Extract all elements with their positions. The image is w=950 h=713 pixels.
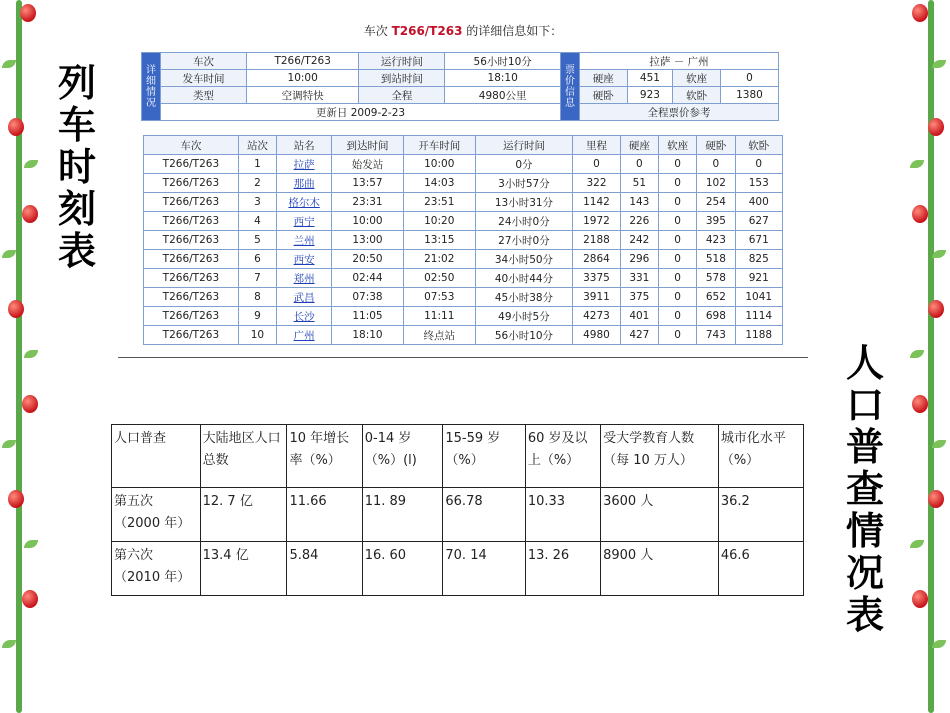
schedule-header: 站次 (238, 136, 276, 155)
schedule-cell: 13:57 (332, 174, 404, 193)
census-cell: 16. 60 (362, 542, 443, 596)
schedule-cell: 18:10 (332, 326, 404, 345)
schedule-cell: 143 (620, 193, 658, 212)
census-header: 15-59 岁（%） (443, 425, 525, 488)
schedule-cell: 296 (620, 250, 658, 269)
detail-section-label: 详细情况 (142, 53, 161, 121)
census-row (112, 542, 804, 596)
heading-train-code: T266/T263 (391, 24, 463, 38)
schedule-cell: 0 (658, 307, 696, 326)
schedule-cell: 6 (238, 250, 276, 269)
schedule-cell: 518 (697, 250, 735, 269)
schedule-cell: 578 (697, 269, 735, 288)
schedule-cell: T266/T263 (144, 231, 239, 250)
census-table (111, 424, 804, 596)
train-heading (118, 22, 808, 39)
census-cell: 10.33 (525, 488, 600, 542)
train-no-value: T266/T263 (246, 53, 358, 70)
census-cell: 13.4 亿 (200, 542, 287, 596)
schedule-cell: 423 (697, 231, 735, 250)
station-link[interactable]: 格尔木 (277, 193, 332, 212)
schedule-cell: 254 (697, 193, 735, 212)
schedule-cell: 27小时0分 (475, 231, 573, 250)
schedule-cell: 5 (238, 231, 276, 250)
schedule-cell: 3911 (573, 288, 620, 307)
schedule-cell: 3小时57分 (475, 174, 573, 193)
census-cell: 12. 7 亿 (200, 488, 287, 542)
schedule-cell: 1 (238, 155, 276, 174)
station-link[interactable]: 武昌 (277, 288, 332, 307)
soft-seat-label: 软座 (673, 70, 721, 87)
station-link[interactable]: 西宁 (277, 212, 332, 231)
schedule-row (144, 307, 783, 326)
station-link[interactable]: 长沙 (277, 307, 332, 326)
schedule-cell: 0分 (475, 155, 573, 174)
schedule-cell: 7 (238, 269, 276, 288)
schedule-cell: 0 (658, 193, 696, 212)
updated-date: 更新日 2009-2-23 (161, 104, 561, 121)
schedule-cell: 427 (620, 326, 658, 345)
census-cell: 3600 人 (601, 488, 719, 542)
schedule-cell: 4273 (573, 307, 620, 326)
census-cell: 66.78 (443, 488, 525, 542)
schedule-row (144, 288, 783, 307)
schedule-cell: 825 (735, 250, 783, 269)
schedule-cell: 45小时38分 (475, 288, 573, 307)
schedule-cell: T266/T263 (144, 307, 239, 326)
train-no-label: 车次 (161, 53, 247, 70)
type-value: 空调特快 (246, 87, 358, 104)
census-cell: 13. 26 (525, 542, 600, 596)
schedule-cell: 20:50 (332, 250, 404, 269)
schedule-cell: 11:11 (403, 307, 475, 326)
schedule-cell: 226 (620, 212, 658, 231)
schedule-header: 运行时间 (475, 136, 573, 155)
schedule-cell: 2 (238, 174, 276, 193)
timetable-side-title: 列车时刻表 (57, 61, 96, 273)
schedule-cell: 375 (620, 288, 658, 307)
schedule-row (144, 231, 783, 250)
schedule-cell: 3 (238, 193, 276, 212)
schedule-cell: T266/T263 (144, 174, 239, 193)
schedule-cell: 1972 (573, 212, 620, 231)
schedule-cell: 0 (658, 250, 696, 269)
price-note: 全程票价参考 (580, 104, 779, 121)
schedule-cell: 07:38 (332, 288, 404, 307)
schedule-cell: 4980 (573, 326, 620, 345)
train-detail-table (141, 52, 779, 121)
schedule-cell: 0 (697, 155, 735, 174)
schedule-row (144, 155, 783, 174)
schedule-cell: 13:15 (403, 231, 475, 250)
station-link[interactable]: 那曲 (277, 174, 332, 193)
schedule-cell: 242 (620, 231, 658, 250)
census-header: 城市化水平（%） (718, 425, 803, 488)
census-header-row (112, 425, 804, 488)
route-value: 拉萨 － 广州 (580, 53, 779, 70)
schedule-cell: 0 (658, 231, 696, 250)
schedule-header: 车次 (144, 136, 239, 155)
soft-seat-price: 0 (720, 70, 778, 87)
schedule-header: 软卧 (735, 136, 783, 155)
schedule-cell: 153 (735, 174, 783, 193)
schedule-header: 软座 (658, 136, 696, 155)
run-time-label: 运行时间 (359, 53, 445, 70)
schedule-header: 硬卧 (697, 136, 735, 155)
schedule-cell: 07:53 (403, 288, 475, 307)
distance-value: 4980公里 (445, 87, 561, 104)
schedule-cell: 终点站 (403, 326, 475, 345)
schedule-cell: 51 (620, 174, 658, 193)
census-header: 受大学教育人数（每 10 万人） (601, 425, 719, 488)
schedule-cell: 1114 (735, 307, 783, 326)
schedule-row (144, 212, 783, 231)
arrive-label: 到站时间 (359, 70, 445, 87)
schedule-cell: 始发站 (332, 155, 404, 174)
schedule-cell: 2864 (573, 250, 620, 269)
schedule-cell: 671 (735, 231, 783, 250)
heading-suffix: 的详细信息如下： (466, 24, 563, 38)
schedule-cell: T266/T263 (144, 250, 239, 269)
census-header: 10 年增长率（%） (287, 425, 362, 488)
station-link[interactable]: 西安 (277, 250, 332, 269)
schedule-cell: 0 (620, 155, 658, 174)
schedule-cell: 1142 (573, 193, 620, 212)
schedule-cell: 395 (697, 212, 735, 231)
census-header: 人口普查 (112, 425, 201, 488)
station-link[interactable]: 广州 (277, 326, 332, 345)
schedule-row (144, 269, 783, 288)
schedule-cell: 0 (658, 212, 696, 231)
schedule-cell: 13小时31分 (475, 193, 573, 212)
schedule-cell: 102 (697, 174, 735, 193)
schedule-cell: 23:31 (332, 193, 404, 212)
schedule-header: 硬座 (620, 136, 658, 155)
schedule-cell: T266/T263 (144, 193, 239, 212)
distance-label: 全程 (359, 87, 445, 104)
schedule-cell: 2188 (573, 231, 620, 250)
schedule-cell: 0 (573, 155, 620, 174)
depart-value: 10:00 (246, 70, 358, 87)
schedule-cell: T266/T263 (144, 326, 239, 345)
schedule-cell: 401 (620, 307, 658, 326)
census-row (112, 488, 804, 542)
schedule-cell: 627 (735, 212, 783, 231)
arrive-value: 18:10 (445, 70, 561, 87)
schedule-row (144, 326, 783, 345)
census-cell: 第六次（2010 年） (112, 542, 201, 596)
schedule-header: 到达时间 (332, 136, 404, 155)
run-time-value: 56小时10分 (445, 53, 561, 70)
census-cell: 11. 89 (362, 488, 443, 542)
schedule-cell: 49小时5分 (475, 307, 573, 326)
depart-label: 发车时间 (161, 70, 247, 87)
census-side-title: 人口普查情况表 (845, 341, 884, 637)
schedule-row (144, 250, 783, 269)
train-detail-panel (118, 22, 808, 357)
schedule-cell: 10:00 (332, 212, 404, 231)
schedule-cell: 10 (238, 326, 276, 345)
schedule-row (144, 174, 783, 193)
census-cell: 第五次（2000 年） (112, 488, 201, 542)
schedule-cell: 40小时44分 (475, 269, 573, 288)
schedule-cell: 652 (697, 288, 735, 307)
schedule-cell: 10:00 (403, 155, 475, 174)
right-vine-decoration (908, 0, 950, 713)
schedule-cell: 698 (697, 307, 735, 326)
schedule-cell: 400 (735, 193, 783, 212)
panel-divider (118, 357, 808, 358)
schedule-cell: 0 (658, 288, 696, 307)
schedule-cell: 4 (238, 212, 276, 231)
schedule-row (144, 193, 783, 212)
schedule-cell: 34小时50分 (475, 250, 573, 269)
soft-sleeper-label: 软卧 (673, 87, 721, 104)
schedule-cell: 8 (238, 288, 276, 307)
schedule-cell: T266/T263 (144, 269, 239, 288)
census-header: 大陆地区人口总数 (200, 425, 287, 488)
heading-prefix: 车次 (363, 24, 388, 38)
schedule-cell: 11:05 (332, 307, 404, 326)
hard-seat-price: 451 (627, 70, 673, 87)
census-cell: 70. 14 (443, 542, 525, 596)
schedule-cell: 921 (735, 269, 783, 288)
census-header: 60 岁及以上（%） (525, 425, 600, 488)
schedule-table (143, 135, 783, 345)
schedule-cell: 0 (658, 155, 696, 174)
schedule-cell: 13:00 (332, 231, 404, 250)
schedule-cell: 14:03 (403, 174, 475, 193)
census-cell: 11.66 (287, 488, 362, 542)
schedule-cell: 322 (573, 174, 620, 193)
schedule-cell: 24小时0分 (475, 212, 573, 231)
census-cell: 5.84 (287, 542, 362, 596)
schedule-cell: 0 (658, 326, 696, 345)
schedule-cell: 3375 (573, 269, 620, 288)
schedule-cell: 1188 (735, 326, 783, 345)
schedule-cell: T266/T263 (144, 288, 239, 307)
hard-sleeper-label: 硬卧 (580, 87, 628, 104)
schedule-cell: T266/T263 (144, 155, 239, 174)
schedule-header: 开车时间 (403, 136, 475, 155)
schedule-cell: 743 (697, 326, 735, 345)
schedule-cell: 10:20 (403, 212, 475, 231)
schedule-cell: 0 (735, 155, 783, 174)
schedule-cell: 02:44 (332, 269, 404, 288)
schedule-header: 里程 (573, 136, 620, 155)
schedule-cell: 0 (658, 174, 696, 193)
census-header: 0-14 岁（%）(l) (362, 425, 443, 488)
schedule-cell: 0 (658, 269, 696, 288)
schedule-cell: 9 (238, 307, 276, 326)
station-link[interactable]: 拉萨 (277, 155, 332, 174)
station-link[interactable]: 郑州 (277, 269, 332, 288)
price-section-label: 票价信息 (561, 53, 580, 121)
station-link[interactable]: 兰州 (277, 231, 332, 250)
schedule-cell: 1041 (735, 288, 783, 307)
hard-seat-label: 硬座 (580, 70, 628, 87)
hard-sleeper-price: 923 (627, 87, 673, 104)
left-vine-decoration (0, 0, 42, 713)
type-label: 类型 (161, 87, 247, 104)
schedule-cell: 331 (620, 269, 658, 288)
schedule-cell: 56小时10分 (475, 326, 573, 345)
schedule-header: 站名 (277, 136, 332, 155)
census-cell: 8900 人 (601, 542, 719, 596)
census-cell: 46.6 (718, 542, 803, 596)
schedule-cell: 02:50 (403, 269, 475, 288)
soft-sleeper-price: 1380 (720, 87, 778, 104)
schedule-cell: 23:51 (403, 193, 475, 212)
census-cell: 36.2 (718, 488, 803, 542)
schedule-cell: 21:02 (403, 250, 475, 269)
schedule-cell: T266/T263 (144, 212, 239, 231)
